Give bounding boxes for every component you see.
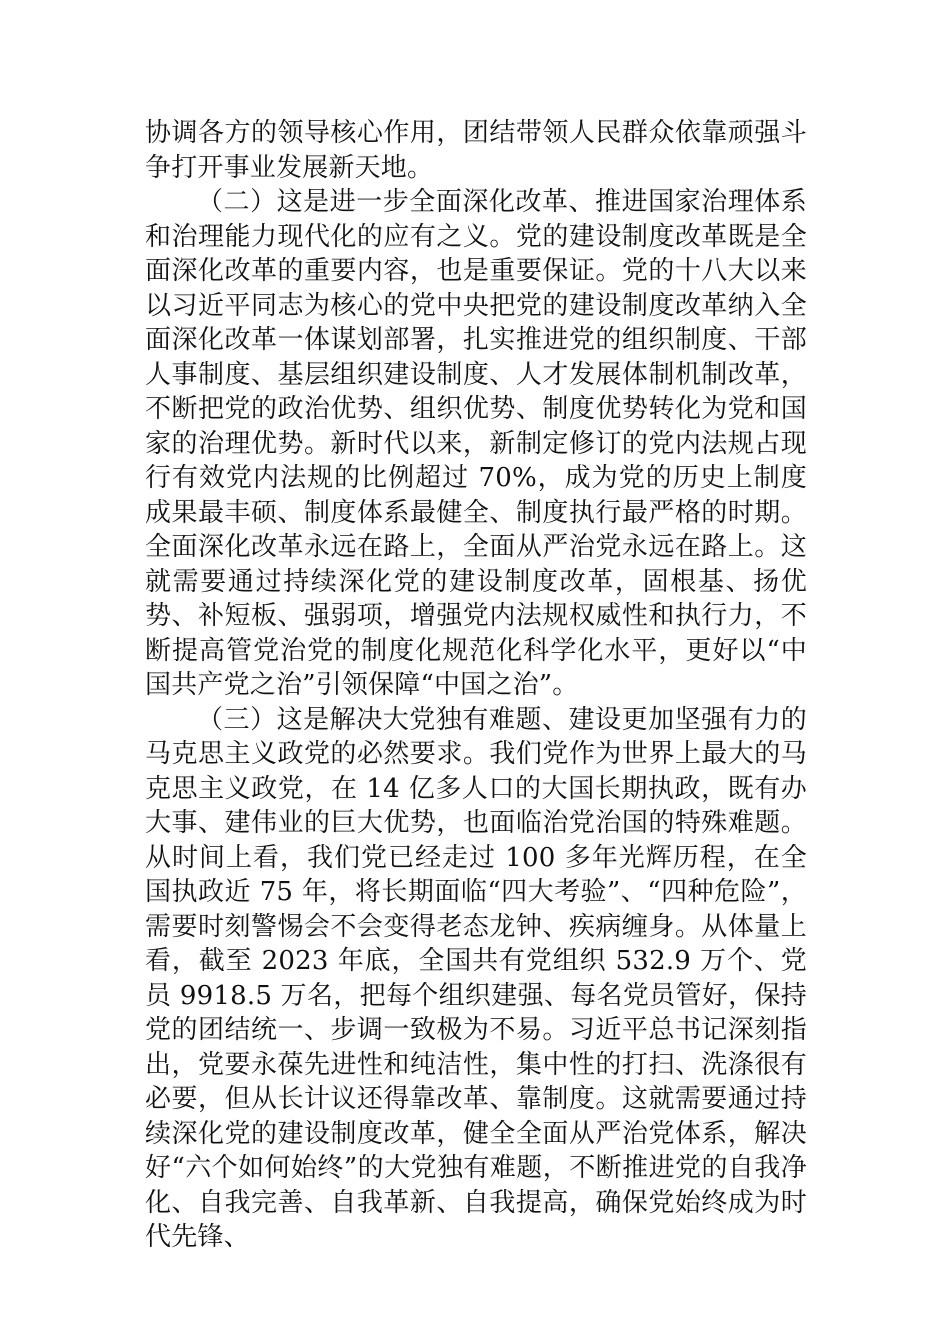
body-text	[145, 116, 807, 1255]
paragraph-section-three: （三）这是解决大党独有难题、建设更加坚强有力的马克思主义政党的必然要求。我们党作为世界上最大的马克思主义政党，在 14 亿多人口的大国长期执政，既有办大事、建伟业的巨大优势，也面临治党治国的特殊难题。从时间上看，我们党已经走过 100 多年光辉历程，在全国执政近 75 年，将长期面临“四大考验”、“四种危险”，需要时刻警惕会不会变得老态龙钟、疾病缠身。从体量上看，截至 2023 年底，全国共有党组织 532.9 万个、党员 9918.5 万名，把每个组织建强、每名党员管好，保持党的团结统一、步调一致极为不易。习近平总书记深刻指出，党要永葆先进性和纯洁性，集中性的打扫、洗涤很有必要，但从长计议还得靠改革、靠制度。这就需要通过持续深化党的建设制度改革，健全全面从严治党体系，解决好“六个如何始终”的大党独有难题，不断推进党的自我净化、自我完善、自我革新、自我提高，确保党始终成为时代先锋、	[145, 704, 807, 1252]
paragraph-section-two: （二）这是进一步全面深化改革、推进国家治理体系和治理能力现代化的应有之义。党的建设制度改革既是全面深化改革的重要内容，也是重要保证。党的十八大以来以习近平同志为核心的党中央把党的建设制度改革纳入全面深化改革一体谋划部署，扎实推进党的组织制度、干部人事制度、基层组织建设制度、人才发展体制机制改革，不断把党的政治优势、组织优势、制度优势转化为党和国家的治理优势。新时代以来，新制定修订的党内法规占现行有效党内法规的比例超过 70%，成为党的历史上制度成果最丰硕、制度体系最健全、制度执行最严格的时期。全面深化改革永远在路上，全面从严治党永远在路上。这就需要通过持续深化党的建设制度改革，固根基、扬优势、补短板、强弱项，增强党内法规权威性和执行力，不断提高管党治党的制度化规范化科学化水平，更好以“中国共产党之治”引领保障“中国之治”。	[145, 187, 807, 700]
paragraph-continuation: 协调各方的领导核心作用，团结带领人民群众依靠顽强斗争打开事业发展新天地。	[145, 118, 807, 183]
